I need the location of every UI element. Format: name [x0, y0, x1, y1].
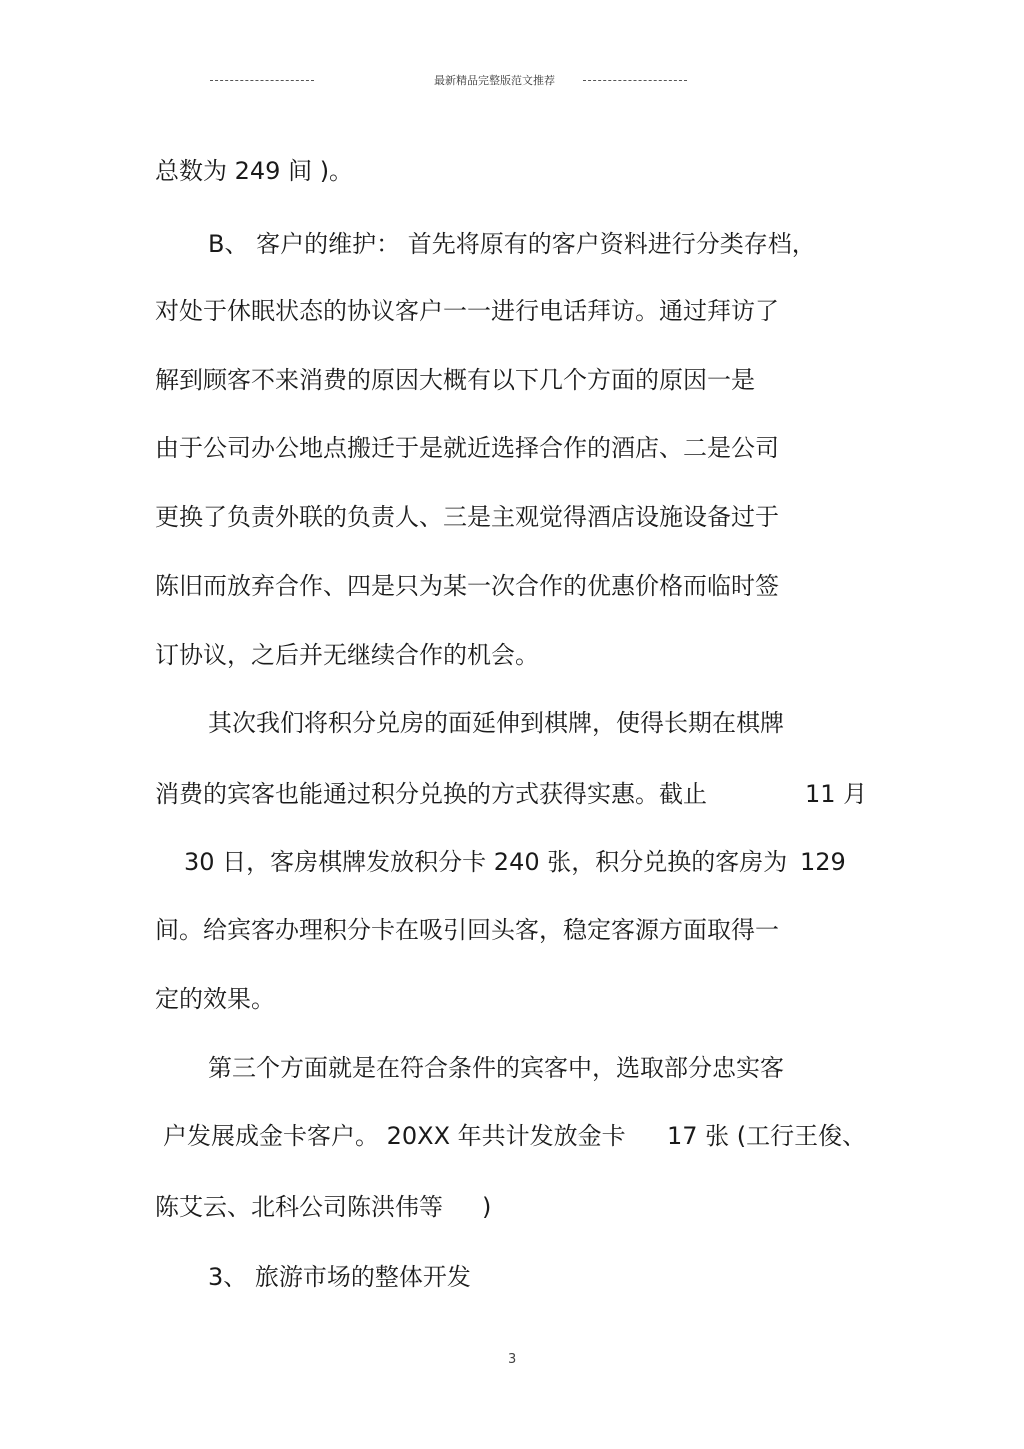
text-line: 陈旧而放弃合作、四是只为某一次合作的优惠价格而临时签: [155, 572, 779, 600]
text-line: 消费的宾客也能通过积分兑换的方式获得实惠。截止: [155, 780, 707, 808]
text-line: 129: [800, 848, 846, 876]
text-line: 陈艾云、北科公司陈洪伟等: [155, 1193, 443, 1221]
text-line: 由于公司办公地点搬迁于是就近选择合作的酒店、二是公司: [155, 434, 779, 462]
text-line: 第三个方面就是在符合条件的宾客中，选取部分忠实客: [208, 1054, 784, 1082]
text-line: 11 月: [805, 780, 868, 808]
text-line: 30 日，客房棋牌发放积分卡 240 张，积分兑换的客房为: [184, 848, 788, 876]
text-line: 总数为 249 间 )。: [155, 157, 354, 185]
text-line: 对处于休眠状态的协议客户一一进行电话拜访。通过拜访了: [155, 297, 779, 325]
text-line: 17 张 (工行王俊、: [667, 1122, 867, 1150]
header-dash-right: [583, 80, 687, 81]
text-line: 订协议，之后并无继续合作的机会。: [155, 641, 539, 669]
header-dash-left: [210, 80, 314, 81]
text-line: B、 客户的维护： 首先将原有的客户资料进行分类存档，: [208, 230, 816, 258]
header-title: 最新精品完整版范文推荐: [434, 74, 555, 87]
page-number: 3: [508, 1352, 517, 1367]
text-line: 更换了负责外联的负责人、三是主观觉得酒店设施设备过于: [155, 503, 779, 531]
text-line: ): [482, 1193, 492, 1221]
text-line: 3、 旅游市场的整体开发: [208, 1263, 471, 1291]
text-line: 解到顾客不来消费的原因大概有以下几个方面的原因一是: [155, 366, 755, 394]
text-line: 其次我们将积分兑房的面延伸到棋牌，使得长期在棋牌: [208, 709, 784, 737]
text-line: 间。给宾客办理积分卡在吸引回头客，稳定客源方面取得一: [155, 916, 779, 944]
text-line: 户发展成金卡客户。 20XX 年共计发放金卡: [163, 1122, 626, 1150]
text-line: 定的效果。: [155, 985, 275, 1013]
